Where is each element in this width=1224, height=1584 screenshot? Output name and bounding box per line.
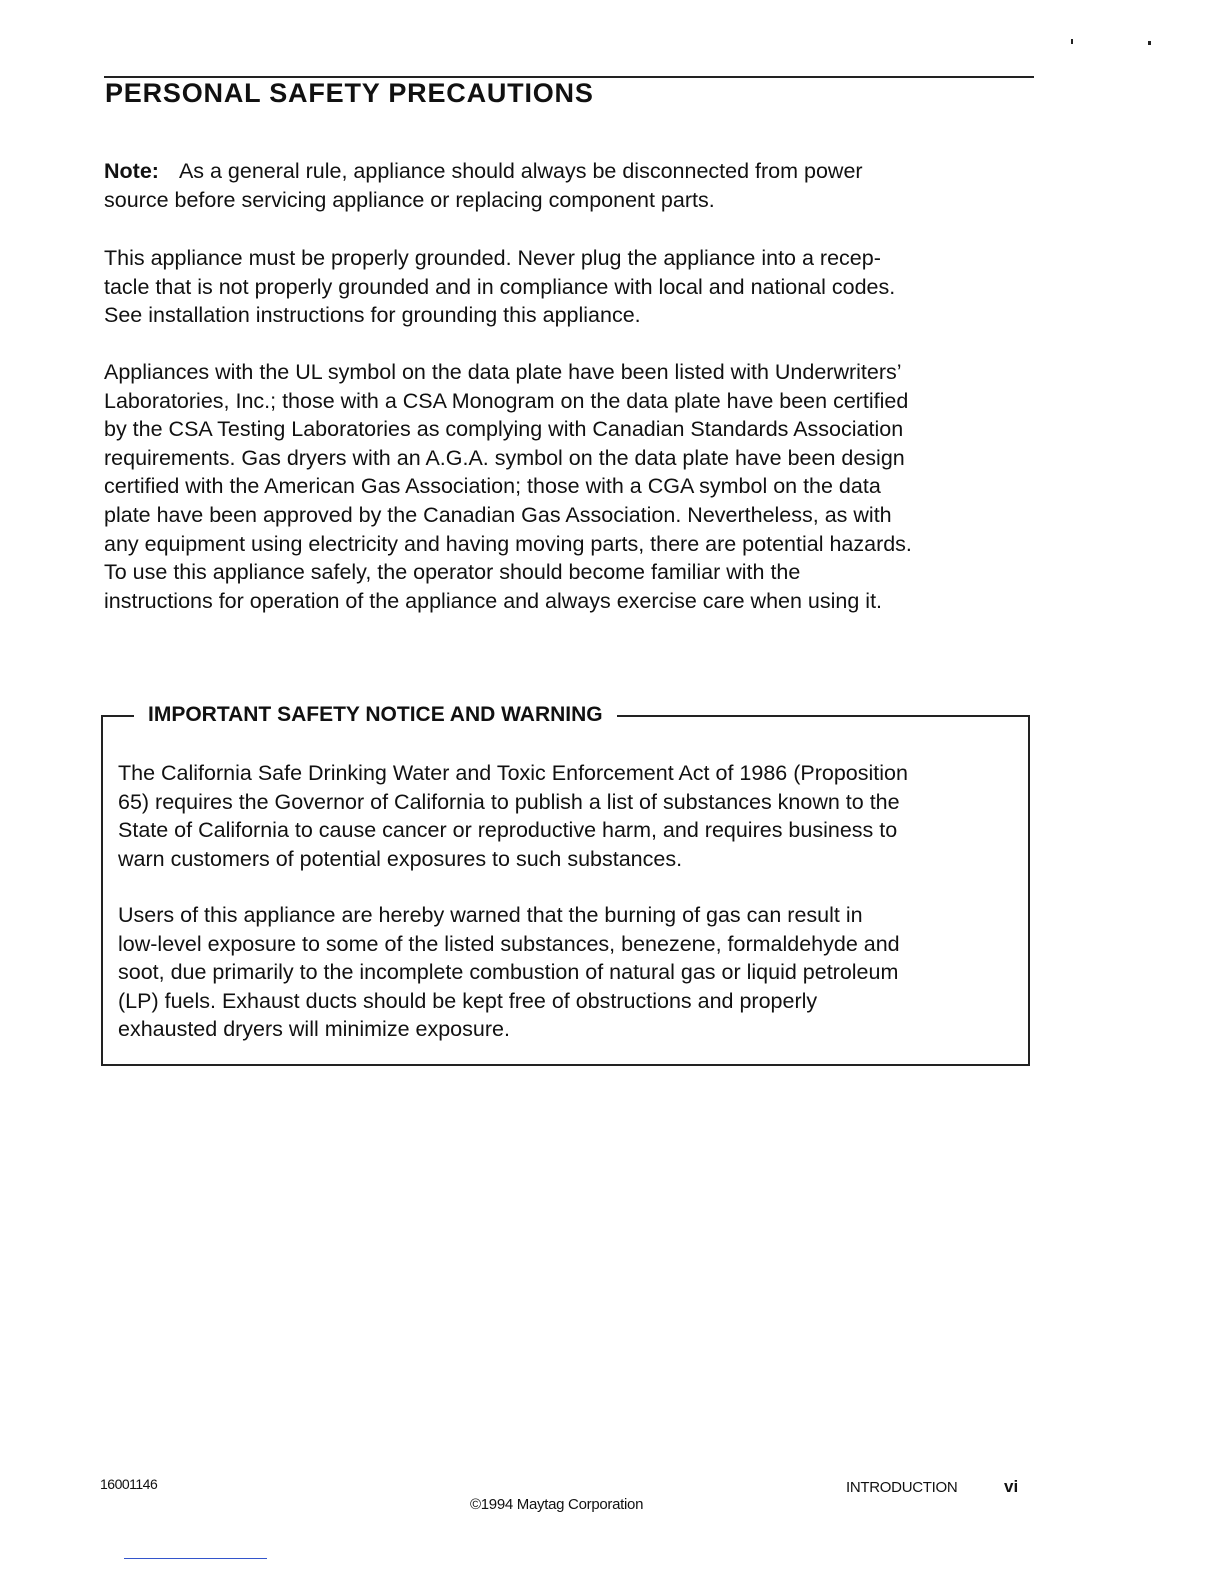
listing-line: To use this appliance safely, the operator should become familiar with the	[104, 560, 801, 585]
prop65-line: State of California to cause cancer or reproductive harm, and requires business to	[118, 818, 898, 843]
page-title: PERSONAL SAFETY PRECAUTIONS	[105, 78, 594, 108]
scan-speck	[1071, 39, 1073, 44]
listing-line: Laboratories, Inc.; those with a CSA Monogram on the data plate have been certified	[104, 388, 909, 413]
listing-line: by the CSA Testing Laboratories as complying with Canadian Standards Association	[104, 417, 904, 442]
listing-paragraph	[104, 358, 912, 615]
prop65-line: 65) requires the Governor of California to publish a list of substances known to the	[118, 789, 900, 814]
prop65-line: warn customers of potential exposures to such substances.	[118, 846, 683, 871]
document-code: 16001146	[100, 1476, 158, 1492]
grounding-line: This appliance must be properly grounded. Never plug the appliance into a recep-	[104, 246, 881, 270]
listing-line: any equipment using electricity and having moving parts, there are potential hazards.	[104, 531, 912, 556]
note-paragraph	[104, 157, 863, 214]
prop65-line: The California Safe Drinking Water and Toxic Enforcement Act of 1986 (Proposition	[118, 761, 908, 785]
gas-warning-line: low-level exposure to some of the listed substances, benezene, formaldehyde and	[118, 931, 900, 956]
note-label: Note:	[104, 159, 159, 183]
listing-line: requirements. Gas dryers with an A.G.A. symbol on the data plate have been design	[104, 445, 905, 470]
listing-line: Appliances with the UL symbol on the data plate have been listed with Underwriters’	[104, 360, 902, 384]
listing-line: instructions for operation of the appliance and always exercise care when using it.	[104, 588, 883, 613]
section-name: INTRODUCTION	[846, 1479, 958, 1496]
scan-speck	[1148, 41, 1151, 45]
note-line: source before servicing appliance or replacing component parts.	[104, 187, 715, 212]
grounding-line: tacle that is not properly grounded and in compliance with local and national codes.	[104, 274, 896, 299]
grounding-line: See installation instructions for grounding this appliance.	[104, 303, 641, 328]
bottom-rule	[124, 1558, 267, 1559]
copyright-notice: ©1994 Maytag Corporation	[470, 1496, 644, 1513]
note-line	[104, 157, 863, 186]
gas-warning-line: exhausted dryers will minimize exposure.	[118, 1017, 510, 1042]
gas-warning-line: (LP) fuels. Exhaust ducts should be kept free of obstructions and properly	[118, 988, 818, 1013]
page-number: vi	[1004, 1477, 1019, 1496]
listing-line: plate have been approved by the Canadian Gas Association. Nevertheless, as with	[104, 502, 892, 527]
gas-warning-line: Users of this appliance are hereby warned that the burning of gas can result in	[118, 903, 863, 927]
note-text: As a general rule, appliance should always be disconnected from power	[178, 159, 863, 183]
gas-warning-paragraph	[118, 901, 900, 1044]
listing-line: certified with the American Gas Association; those with a CGA symbol on the data	[104, 474, 881, 499]
prop65-paragraph	[118, 759, 908, 873]
safety-notice-title: IMPORTANT SAFETY NOTICE AND WARNING	[134, 702, 617, 728]
grounding-paragraph	[104, 244, 895, 330]
gas-warning-line: soot, due primarily to the incomplete combustion of natural gas or liquid petroleum	[118, 960, 899, 985]
